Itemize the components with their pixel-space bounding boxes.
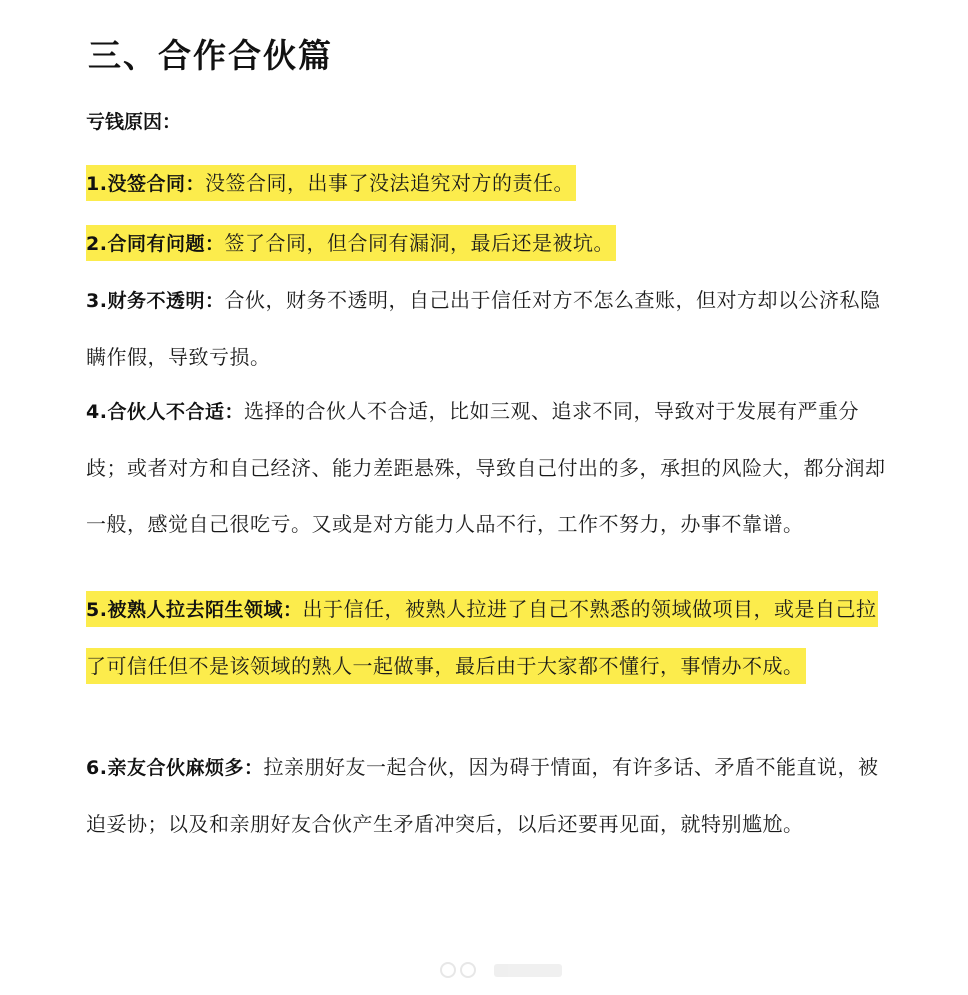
page-title: 三、合作合伙篇 [88,36,333,75]
list-item-2 [86,215,886,272]
item-label: 3.财务不透明： [86,290,225,312]
highlight-mark [86,165,576,201]
watermark-circle-icon [440,962,456,978]
list-item-3 [86,272,886,385]
item-label: 4.合伙人不合适： [86,401,244,423]
watermark-circle-icon [460,962,476,978]
section-subtitle: 亏钱原因： [86,111,182,133]
item-text: 没签合同，出事了没法追究对方的责任。 [204,171,574,195]
list-item-6 [86,739,886,852]
item-text: 拉亲朋好友一起合伙，因为碍于情面，有许多话、矛盾不能直说，被迫妥协；以及和亲朋好友合伙产生矛盾冲突后，以后还要再见面，就特别尴尬。 [86,755,879,836]
item-label: 5.被熟人拉去陌生领域： [86,599,303,621]
list-item-1 [86,155,886,212]
item-text: 选择的合伙人不合适，比如三观、追求不同，导致对于发展有严重分歧；或者对方和自己经济、能力差距悬殊，导致自己付出的多，承担的风险大，都分润却一般，感觉自己很吃亏。又或是对方能力人品不行，工作不努力，办事不靠谱。 [86,399,886,536]
list-item-5 [86,581,886,694]
item-label: 1.没签合同： [86,173,205,195]
watermark-logo [440,958,565,982]
item-text: 签了合同，但合同有漏洞，最后还是被坑。 [224,231,614,255]
item-label: 2.合同有问题： [86,233,225,255]
highlight-mark [86,591,878,684]
item-text: 合伙，财务不透明，自己出于信任对方不怎么查账，但对方却以公济私隐瞒作假，导致亏损。 [86,288,881,369]
item-text: 出于信任，被熟人拉进了自己不熟悉的领域做项目，或是自己拉了可信任但不是该领域的熟人一起做事，最后由于大家都不懂行，事情办不成。 [86,597,877,678]
highlight-mark [86,225,616,261]
watermark-text-block [494,964,562,977]
item-label: 6.亲友合伙麻烦多： [86,757,264,779]
list-item-4 [86,383,886,552]
